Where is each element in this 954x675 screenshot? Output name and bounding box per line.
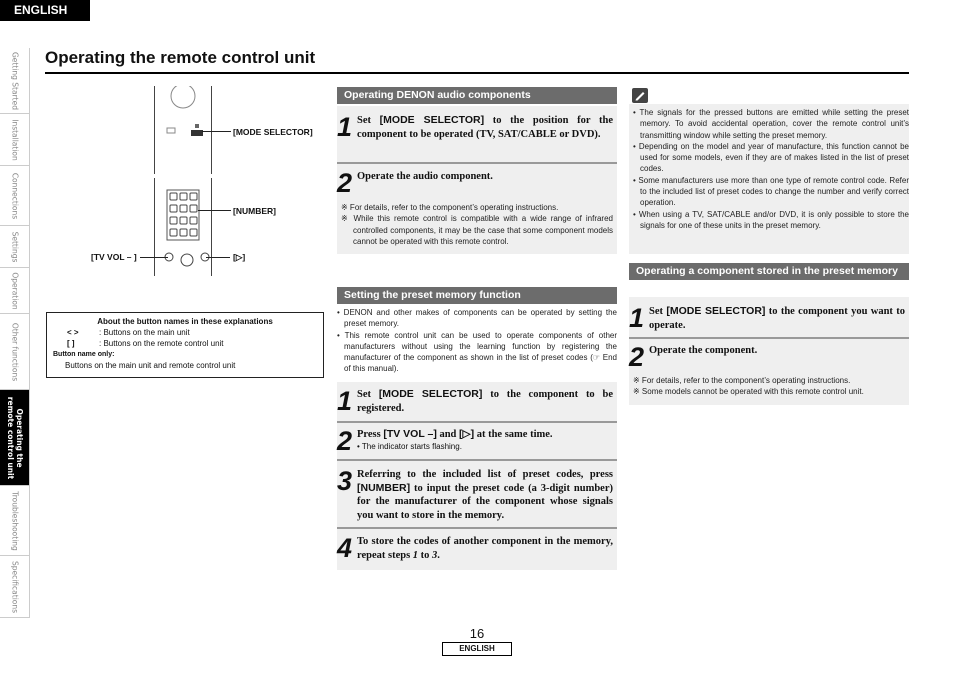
notes-bullets (633, 107, 909, 231)
nav-connections[interactable] (0, 166, 29, 226)
key-mode-selector: [MODE SELECTOR] (666, 305, 766, 317)
nav-label: Operating the remote control unit (5, 396, 24, 479)
bullet-item: • This remote control unit can be used to operate components of other manufacturers without using the learning function by registering the manufacturer of the component as shown in the list of preset codes (☞ End of this manual). (337, 330, 617, 374)
callout-line-number (198, 210, 231, 211)
side-nav (0, 48, 30, 618)
step-text: Operate the audio component. (357, 171, 493, 182)
legend-row (53, 338, 317, 349)
nav-label: Troubleshooting (10, 490, 19, 551)
bullet-item: • Depending on the model and year of manufacture, this function cannot be used for some models, even if they are of makes listed in the list of preset codes. (633, 141, 909, 174)
step-subnote: • The indicator starts flashing. (357, 442, 462, 451)
nav-label: Operation (10, 271, 19, 310)
step-text-pre: Set (649, 306, 667, 317)
step-number: 1 (337, 112, 353, 142)
remote-illustration-top (154, 86, 212, 174)
step-text-mid: to (418, 549, 433, 561)
legend-text: : Buttons on the main unit (99, 328, 190, 337)
key-number: [NUMBER] (357, 481, 411, 494)
note-line: ※ Some models cannot be operated with this remote control unit. (633, 387, 864, 397)
step-text (357, 388, 613, 415)
legend-symbol: < > (67, 328, 79, 337)
step-2 (337, 426, 617, 458)
legend-sub-title: Button name only: (53, 351, 115, 358)
section-heading-stored: Operating a component stored in the preset memory (629, 263, 909, 280)
step-2 (337, 168, 617, 198)
step-text (357, 114, 613, 141)
note-line: ※ For details, refer to the component’s operating instructions. (633, 376, 851, 385)
footer-language: ENGLISH (442, 642, 512, 656)
step-text-post: to the position for the component to be operated (TV, SAT/CABLE or DVD). (357, 115, 613, 140)
page-number: 16 (469, 626, 485, 641)
step-text (357, 428, 613, 442)
nav-label: Settings (10, 231, 19, 262)
nav-other-functions[interactable] (0, 314, 29, 390)
nav-settings[interactable] (0, 226, 29, 268)
callout-line-play (206, 257, 230, 258)
title-rule (45, 72, 909, 74)
remote-bottom-drawing (155, 178, 211, 276)
step-text-post: to the component to be registered. (357, 389, 613, 414)
section-heading-preset: Setting the preset memory function (337, 287, 617, 304)
step-separator (629, 337, 909, 339)
step-number: 2 (337, 168, 353, 198)
step-ref-3: 3 (432, 549, 438, 561)
note-line: ※ While this remote control is compatible with a wide range of infrared controlled components, it may be the case that some component models cannot be operated with this remote control. (341, 214, 613, 246)
step-number: 2 (337, 426, 353, 456)
step-4 (337, 533, 617, 567)
key-mode-selector: [MODE SELECTOR] (378, 388, 483, 400)
step-2 (629, 342, 909, 370)
legend-symbol: [ ] (67, 339, 75, 348)
step-1 (337, 112, 617, 164)
bullet-item: • The signals for the pressed buttons are emitted while setting the preset memory. To avoid accidental operation, cover the remote control unit’s transmitting window while setting the preset memory. (633, 108, 909, 140)
callout-number: [NUMBER] (233, 206, 276, 216)
step-separator (337, 527, 617, 529)
nav-troubleshooting[interactable] (0, 486, 29, 556)
bullet-item: • DENON and other makes of components can be operated by setting the preset memory. (337, 308, 617, 329)
nav-installation[interactable] (0, 114, 29, 166)
step-number: 2 (629, 342, 645, 372)
step-text (357, 535, 613, 562)
step-number: 1 (629, 303, 645, 333)
step-text-post: to input the preset code (a 3-digit number) for the manufacturer of the component whose signals you want to store in the memory. (357, 482, 613, 521)
note-line: ※ For details, refer to the component’s operating instructions. (341, 203, 559, 212)
nav-label: Specifications (10, 560, 19, 613)
nav-specifications[interactable] (0, 556, 29, 618)
language-tab: ENGLISH (0, 0, 90, 21)
step-separator (337, 421, 617, 423)
step-text-pre: To store the codes of another component in the memory, repeat steps (357, 536, 613, 561)
step-number: 1 (337, 386, 353, 416)
nav-getting-started[interactable] (0, 48, 29, 114)
step-text (649, 305, 905, 332)
nav-label: Getting Started (10, 51, 19, 110)
step-text-post: to the component you want to operate. (649, 306, 905, 331)
step-text (357, 468, 613, 522)
preset-steps-panel (337, 382, 617, 570)
legend-title: About the button names in these explanations (97, 317, 273, 326)
step-1 (629, 303, 909, 337)
remote-top-drawing (155, 86, 211, 174)
audio-steps-panel (337, 106, 617, 254)
callout-play: [▷] (233, 252, 246, 262)
preset-bullets (337, 307, 617, 375)
nav-label: Connections (10, 172, 19, 219)
callout-line-tvvol (140, 257, 168, 258)
step-text-mid: and (436, 429, 460, 440)
callout-tv-vol: [TV VOL – ] (91, 252, 137, 262)
legend-box (46, 312, 324, 378)
key-play: [▷] (459, 428, 475, 440)
step-3 (337, 466, 617, 526)
pencil-icon (632, 88, 648, 103)
remote-illustration-bottom (154, 178, 212, 276)
step-separator (337, 459, 617, 461)
step-text-pre: Press (357, 429, 384, 440)
step-separator (337, 162, 617, 164)
step-number: 4 (337, 533, 353, 563)
callout-line-mode (202, 131, 231, 132)
legend-sub-text: Buttons on the main unit and remote control unit (65, 361, 236, 370)
notes-panel (629, 104, 909, 254)
legend-text: : Buttons on the remote control unit (99, 339, 224, 348)
step-text-pre: Referring to the included list of preset codes, press (357, 469, 613, 480)
stored-notes (633, 375, 905, 398)
bullet-item: • When using a TV, SAT/CABLE and/or DVD, it is only possible to store the signals for one of these units in the preset memory. (633, 209, 909, 230)
page-title: Operating the remote control unit (45, 48, 316, 67)
nav-operation[interactable] (0, 268, 29, 314)
stored-steps-panel (629, 297, 909, 405)
step-text-post: . (437, 549, 440, 561)
step-number: 3 (337, 466, 353, 496)
step-text: Operate the component. (649, 345, 758, 356)
nav-label: Other functions (10, 322, 19, 381)
callout-mode-selector: [MODE SELECTOR] (233, 127, 313, 137)
step-ref-1: 1 (412, 549, 419, 561)
nav-operating-remote[interactable] (0, 390, 29, 486)
bullet-item: • Some manufacturers use more than one type of remote control code. Refer to the included list of preset codes to change the number and verify correct operation. (633, 175, 909, 208)
section-heading-audio: Operating DENON audio components (337, 87, 617, 104)
key-tv-vol: [TV VOL –] (383, 428, 437, 440)
legend-row (53, 327, 317, 338)
audio-notes (341, 202, 613, 247)
nav-label: Installation (10, 118, 19, 161)
step-text-pre: Set (357, 115, 380, 126)
step-text-post: at the same time. (474, 429, 553, 440)
step-1 (337, 386, 617, 422)
step-text-pre: Set (357, 389, 379, 400)
key-mode-selector: [MODE SELECTOR] (379, 114, 485, 126)
